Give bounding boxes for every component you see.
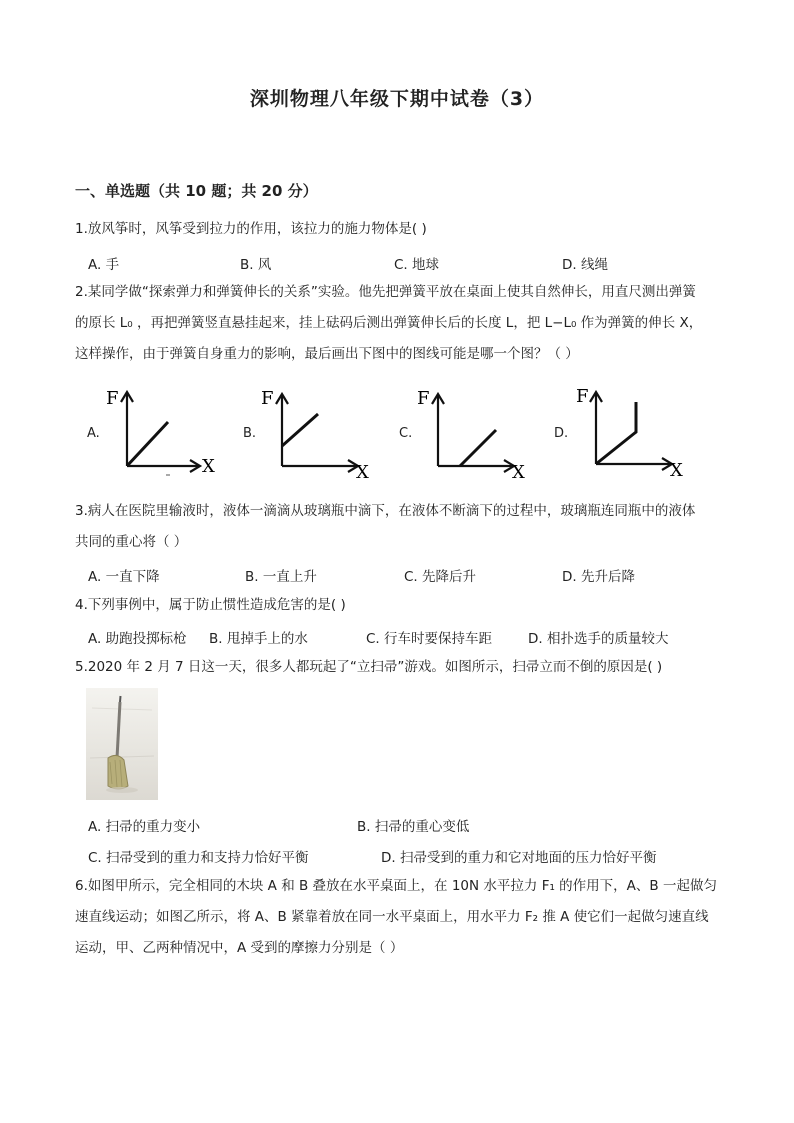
graph-a-x-label: X — [202, 456, 215, 477]
page-title: 深圳物理八年级下期中试卷（3） — [249, 88, 545, 110]
question-6-line-2: 速直线运动；如图乙所示，将 A、B 紧靠着放在同一水平桌面上，用水平力 F₂ 推 A 使它们一起做匀速直线 — [75, 909, 709, 925]
q1-option-d: D. 线绳 — [562, 257, 608, 273]
standing-broom-image — [86, 688, 158, 800]
q4-option-b: B. 甩掉手上的水 — [209, 631, 308, 647]
broom-photo — [86, 688, 158, 800]
graph-b-label: B. — [243, 426, 257, 441]
graph-a-y-label: F — [106, 388, 119, 409]
graph-c-x-label: X — [512, 462, 525, 482]
question-2-line-3: 这样操作，由于弹簧自身重力的影响，最后画出下图中的图线可能是哪一个图？（ ） — [75, 346, 579, 362]
q3-option-b: B. 一直上升 — [245, 569, 317, 585]
section-heading: 一、单选题（共 10 题；共 20 分） — [75, 182, 318, 200]
q5-option-d: D. 扫帚受到的重力和它对地面的压力恰好平衡 — [381, 850, 657, 866]
q5-option-c: C. 扫帚受到的重力和支持力恰好平衡 — [88, 850, 309, 866]
question-5-stem: 5.2020 年 2 月 7 日这一天，很多人都玩起了“立扫帚”游戏。如图所示，扫帚立而不倒的原因是( ) — [75, 659, 663, 675]
graph-a-label: A. — [87, 426, 100, 441]
q4-option-c: C. 行车时要保持车距 — [366, 631, 493, 647]
q1-option-c: C. 地球 — [394, 257, 440, 273]
question-6-line-1: 6.如图甲所示，完全相同的木块 A 和 B 叠放在水平桌面上，在 10N 水平拉力 F₁ 的作用下，A、B 一起做匀 — [75, 878, 717, 894]
q3-option-c: C. 先降后升 — [404, 569, 477, 585]
question-3-line-1: 3.病人在医院里输液时，液体一滴滴从玻璃瓶中滴下，在液体不断滴下的过程中，玻璃瓶连同瓶中的液体 — [75, 503, 696, 519]
graph-b — [256, 382, 386, 482]
graph-d-x-label: X — [670, 460, 683, 480]
q5-option-a: A. 扫帚的重力变小 — [88, 819, 201, 835]
question-1-stem: 1.放风筝时，风筝受到拉力的作用，该拉力的施力物体是( ) — [75, 221, 427, 237]
graph-d — [568, 380, 698, 480]
question-6-line-3: 运动，甲、乙两种情况中，A 受到的摩擦力分别是（ ） — [75, 940, 404, 956]
q3-option-a: A. 一直下降 — [88, 569, 160, 585]
q5-option-b: B. 扫帚的重心变低 — [357, 819, 470, 835]
question-2-line-2: 的原长 L₀ ，再把弹簧竖直悬挂起来，挂上砝码后测出弹簧伸长后的长度 L，把 L−L₀ 作为弹簧的伸长 X， — [75, 315, 703, 331]
graph-b-y-label: F — [261, 388, 274, 409]
graph-c-y-label: F — [417, 388, 430, 409]
graph-d-y-label: F — [576, 386, 589, 407]
question-4-stem: 4.下列事例中，属于防止惯性造成危害的是( ) — [75, 597, 346, 613]
q3-option-d: D. 先升后降 — [562, 569, 635, 585]
graph-a — [100, 380, 230, 480]
q4-option-d: D. 相扑选手的质量较大 — [528, 631, 669, 647]
graph-b-x-label: X — [356, 462, 369, 482]
graph-c-label: C. — [399, 426, 413, 441]
question-3-line-2: 共同的重心将（ ） — [75, 534, 188, 550]
graph-c — [412, 382, 542, 482]
q4-option-a: A. 助跑投掷标枪 — [88, 631, 187, 647]
q1-option-a: A. 手 — [88, 257, 120, 273]
graph-d-label: D. — [554, 426, 569, 441]
question-2-line-1: 2.某同学做“探索弹力和弹簧伸长的关系”实验。他先把弹簧平放在桌面上使其自然伸长，用直尺测出弹簧 — [75, 284, 696, 300]
q1-option-b: B. 风 — [240, 257, 272, 273]
